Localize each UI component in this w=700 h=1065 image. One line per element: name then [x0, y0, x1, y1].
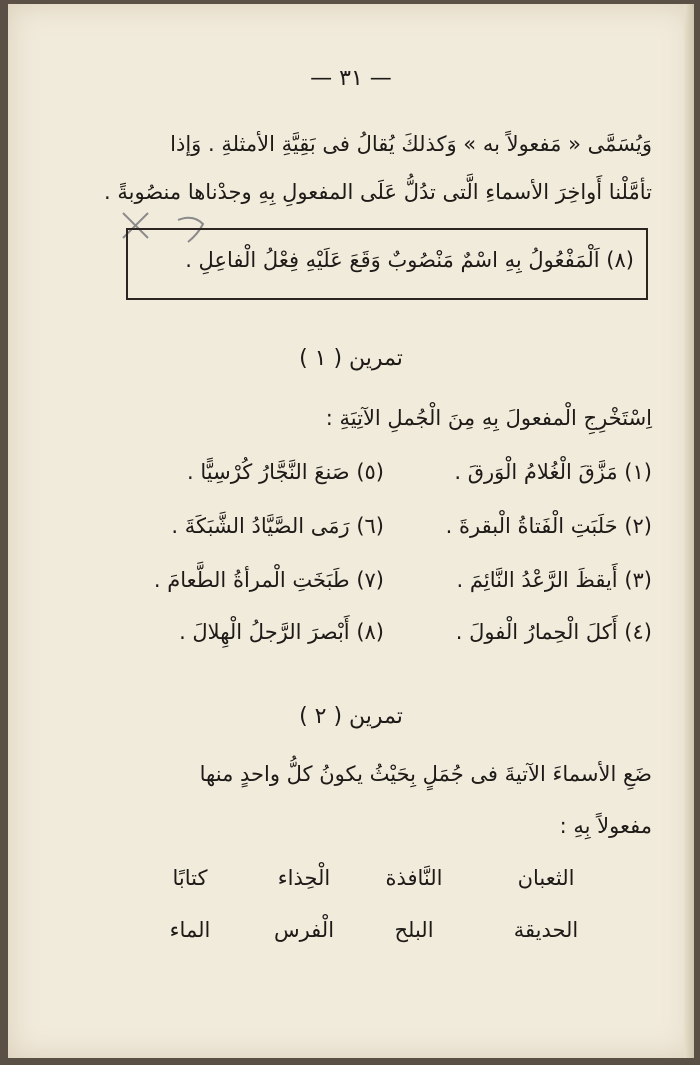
- exercise-1-item-8: (٨) أَبْصرَ الرَّجلُ الْهِلالَ .: [179, 620, 384, 644]
- exercise-1-item-5: (٥) صَنعَ النَّجَّارُ كُرْسِيًّا .: [187, 460, 384, 484]
- word-item: البلح: [394, 918, 434, 942]
- book-page: [8, 4, 694, 1058]
- word-item: النَّافذة: [385, 866, 443, 890]
- word-item: الماء: [169, 918, 211, 942]
- exercise-1-title: تمرين ( ١ ): [299, 346, 403, 371]
- exercise-2-instruction-line-2: مفعولاً بِهِ :: [559, 814, 652, 838]
- word-item: كتابًا: [172, 866, 208, 890]
- page-number: — ٣١ —: [310, 66, 392, 91]
- word-item: الثعبان: [517, 866, 575, 890]
- intro-line-2: تأمَّلْنا أَواخِرَ الأسماءِ الَّتى تدُلُّ عَلَى المفعولِ بِهِ وجدْناها منصُوبةً .: [104, 180, 652, 204]
- exercise-1-item-1: (١) مَزَّقَ الْغُلامُ الْوَرقَ .: [454, 460, 652, 484]
- exercise-1-instruction: اِسْتَخْرِجِ الْمفعولَ بِهِ مِنَ الْجُملِ الآتِيَةِ :: [325, 406, 652, 430]
- word-item: الحديقة: [513, 918, 579, 942]
- exercise-2-instruction-line-1: ضَعِ الأسماءَ الآتيةَ فى جُمَلٍ بِحَيْثُ يكونُ كلُّ واحدٍ منها: [199, 762, 652, 786]
- exercise-1-item-3: (٣) أَيقظَ الرَّعْدُ النَّائِمَ .: [456, 568, 652, 592]
- exercise-1-item-6: (٦) رَمَى الصَّيَّادُ الشَّبَكَةَ .: [171, 514, 384, 538]
- word-item: الْفرس: [273, 918, 335, 942]
- exercise-2-title: تمرين ( ٢ ): [299, 704, 403, 729]
- rule-box: [126, 228, 648, 300]
- exercise-1-item-7: (٧) طَبَخَتِ الْمرأةُ الطَّعامَ .: [153, 568, 384, 592]
- exercise-1-item-4: (٤) أَكلَ الْحِمارُ الْفولَ .: [455, 620, 652, 644]
- exercise-1-item-2: (٢) حَلَبَتِ الْفَتاةُ الْبقرةَ .: [445, 514, 652, 538]
- rule-text: (٨) اَلْمَفْعُولُ بِهِ اسْمٌ مَنْصُوبٌ وَقَعَ عَلَيْهِ فِعْلُ الْفاعِلِ .: [185, 248, 634, 272]
- intro-line-1: وَيُسَمَّى « مَفعولاً به » وَكذلكَ يُقالُ فى بَقِيَّةِ الأمثلةِ . وَإذا: [170, 132, 652, 156]
- page-spine: [684, 4, 694, 1058]
- word-item: الْحِذاء: [277, 866, 331, 890]
